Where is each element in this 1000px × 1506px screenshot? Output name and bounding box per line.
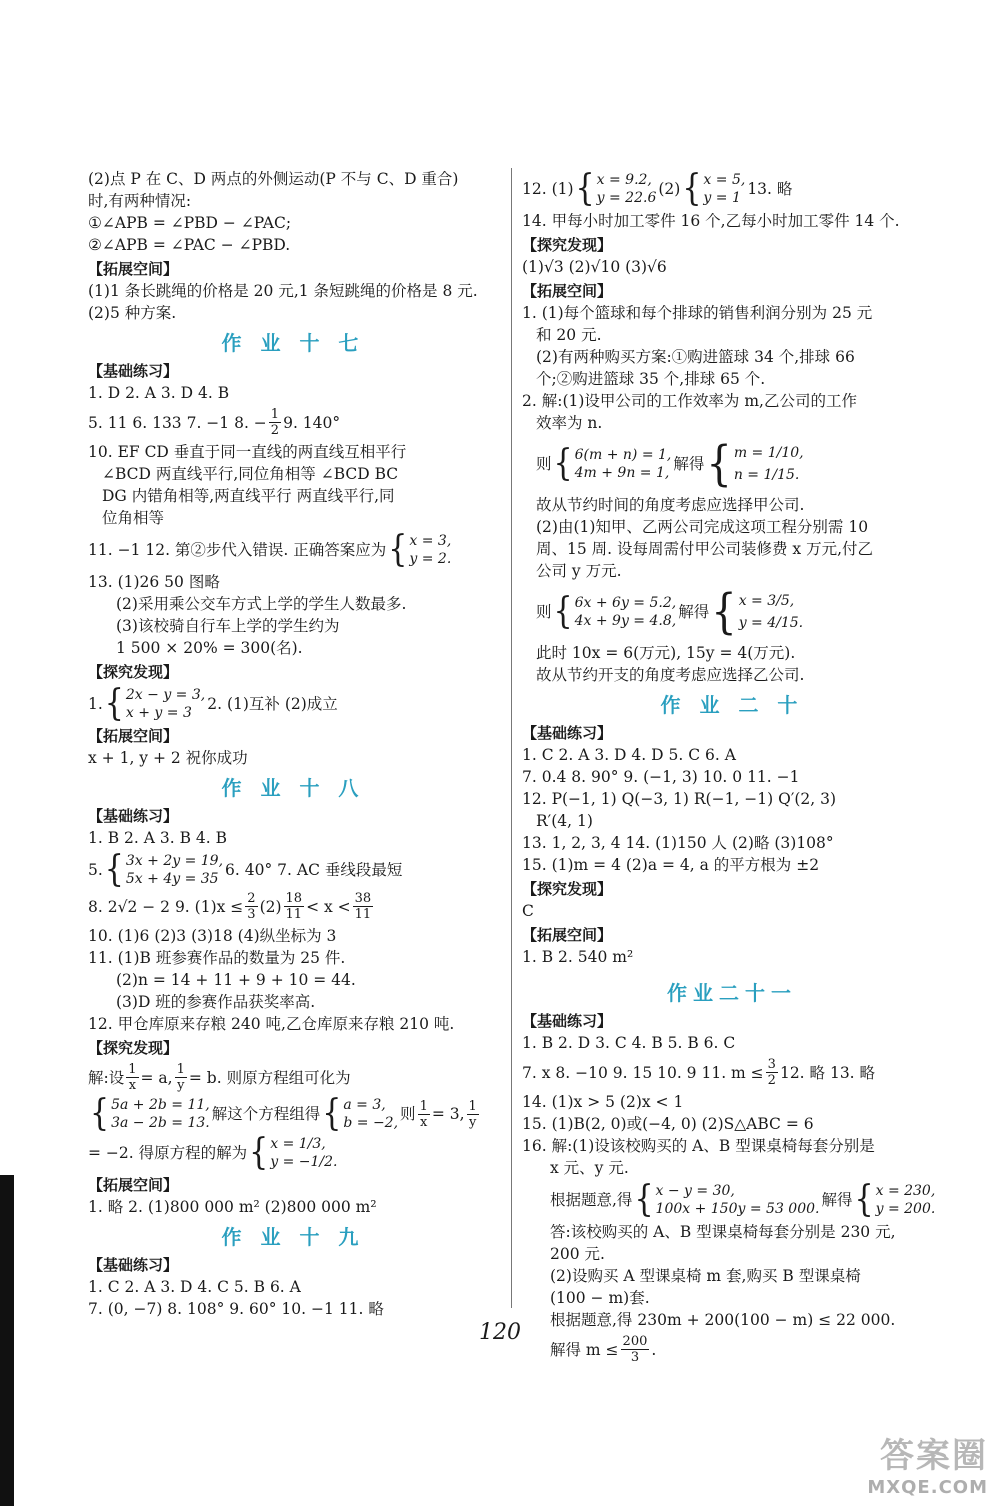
answer-line: 个;②购进篮球 35 个,排球 65 个. <box>536 370 766 388</box>
answer-line: 13. (1)26 50 图略 <box>88 573 220 591</box>
answer-line: 答:该校购买的 A、B 型课桌椅每套分别是 230 元, <box>550 1223 896 1241</box>
answer-line: 1. C 2. A 3. D 4. D 5. C 6. A <box>522 746 736 764</box>
section-heading: 【基础练习】 <box>522 724 613 742</box>
answer-line: 5. { 3x + 2y = 19, 5x + 4y = 35 6. 40° 7. AC 垂线段最短 <box>88 848 403 891</box>
answer-line: 解得 m ≤ $\frac{200}{3}$ . <box>550 1334 657 1365</box>
equation-system: { x = 1/3, y = −1/2. <box>249 1131 338 1174</box>
equation-system: { 2x − y = 3, x + y = 3 <box>104 682 206 725</box>
watermark-logo: 答案圈 <box>880 1436 988 1476</box>
section-heading: 【探究发现】 <box>522 880 613 898</box>
answer-line: (3)D 班的参赛作品获奖率高. <box>116 993 316 1011</box>
watermark-site: MXQE.COM <box>867 1477 988 1498</box>
fraction: $\frac{1}{x}$ <box>419 1098 428 1130</box>
answer-line: 5. 11 6. 133 7. −1 8. − $\frac{1}{2}$ 9. 140° <box>88 407 341 438</box>
answer-line: ∠BCD 两直线平行,同位角相等 ∠BCD BC <box>102 465 399 483</box>
fraction: $\frac{1}{y}$ <box>176 1062 185 1093</box>
answer-line: 13. 1, 2, 3, 4 14. (1)150 人 (2)略 (3)108° <box>522 834 834 852</box>
answer-line: 8. 2√2 − 2 9. (1)x ≤ $\frac{2}{3}$ (2) $\frac{18}{11}$ < x < $\frac{38}{11}$ <box>88 891 372 922</box>
answer-line: 1. C 2. A 3. D 4. C 5. B 6. A <box>88 1278 301 1296</box>
answer-line: 周、15 周. 设每周需付甲公司装修费 x 万元,付乙 <box>536 540 874 558</box>
answer-line: DG 内错角相等,两直线平行 两直线平行,同 <box>102 487 395 505</box>
answer-line: = −2. 得原方程的解为 { x = 1/3, y = −1/2. <box>88 1131 338 1174</box>
section-heading: 【探究发现】 <box>88 663 179 681</box>
homework-title-18: 作 业 十 八 <box>221 776 365 800</box>
fraction: $\frac{1}{2}$ <box>270 407 280 438</box>
answer-line: x + 1, y + 2 祝你成功 <box>88 749 248 767</box>
answer-line: 14. 甲每小时加工零件 16 个,乙每小时加工零件 14 个. <box>522 212 900 230</box>
fraction: $\frac{1}{x}$ <box>128 1062 137 1093</box>
answer-line: (2)采用乘公交车方式上学的学生人数最多. <box>116 595 407 613</box>
equation-system: { 6x + 6y = 5.2, 4x + 9y = 4.8, <box>553 590 677 633</box>
answer-line: (3)该校骑自行车上学的学生约为 <box>116 617 340 635</box>
fraction: $\frac{1}{y}$ <box>468 1098 477 1130</box>
answer-line: { 5a + 2b = 11, 3a − 2b = 13. 解这个方程组得 { a = 3, b = −2, 则 $\frac{1}{x}$ = 3, $\frac{1}{y}$ <box>90 1092 477 1135</box>
watermark <box>867 1428 988 1498</box>
section-heading: 【拓展空间】 <box>88 260 179 278</box>
answer-line: 和 20 元. <box>536 326 602 344</box>
fraction: $\frac{38}{11}$ <box>354 891 372 922</box>
answer-line: 故从节约时间的角度考虑应选择甲公司. <box>536 496 805 514</box>
answer-line: 1. 略 2. (1)800 000 m² (2)800 000 m² <box>88 1198 377 1216</box>
section-heading: 【拓展空间】 <box>522 282 613 300</box>
section-heading: 【基础练习】 <box>88 362 179 380</box>
answer-line: 15. (1)m = 4 (2)a = 4, a 的平方根为 ±2 <box>522 856 820 874</box>
answer-line: (1)1 条长跳绳的价格是 20 元,1 条短跳绳的价格是 8 元. <box>88 282 478 300</box>
page-number: 120 <box>479 1320 521 1345</box>
equation-system: { x = 5, y = 1 <box>682 167 746 210</box>
answer-line: 12. 甲仓库原来存粮 240 吨,乙仓库原来存粮 210 吨. <box>88 1015 455 1033</box>
section-heading: 【基础练习】 <box>88 1256 179 1274</box>
answer-line: 1. (1)每个篮球和每个排球的销售利润分别为 25 元 <box>522 304 873 322</box>
answer-line: (2)设购买 A 型课桌椅 m 套,购买 B 型课桌椅 <box>550 1267 861 1285</box>
answer-line: 12. P(−1, 1) Q(−3, 1) R(−1, −1) Q′(2, 3) <box>522 790 837 808</box>
equation-system: { x = 9.2, y = 22.6 <box>575 167 657 210</box>
answer-line: ②∠APB = ∠PAC − ∠PBD. <box>88 236 291 254</box>
answer-line: 公司 y 万元. <box>536 562 622 580</box>
left-column <box>88 168 498 1320</box>
answer-line: 故从节约开支的角度考虑应选择乙公司. <box>536 666 805 684</box>
column-divider <box>511 168 512 1308</box>
book-spine-shadow <box>0 1175 14 1506</box>
section-heading: 【探究发现】 <box>88 1039 179 1057</box>
fraction: $\frac{18}{11}$ <box>285 891 303 922</box>
equation-system: { x − y = 30, 100x + 150y = 53 000. <box>634 1178 820 1221</box>
answer-line: 12. (1) { x = 9.2, y = 22.6 (2) { x = 5, y = 1 13. 略 <box>522 167 793 210</box>
answer-line: 15. (1)B(2, 0)或(−4, 0) (2)S△ABC = 6 <box>522 1115 814 1133</box>
answer-line: 7. (0, −7) 8. 108° 9. 60° 10. −1 11. 略 <box>88 1300 384 1318</box>
section-heading: 【拓展空间】 <box>88 727 179 745</box>
answer-line: 7. 0.4 8. 90° 9. (−1, 3) 10. 0 11. −1 <box>522 768 800 786</box>
answer-line: 时,有两种情况: <box>88 192 192 210</box>
homework-title-17: 作 业 十 七 <box>221 331 365 355</box>
right-column <box>522 168 942 1368</box>
answer-line: (1)√3 (2)√10 (3)√6 <box>522 258 667 276</box>
answer-line: 1. D 2. A 3. D 4. B <box>88 384 230 402</box>
fraction: $\frac{200}{3}$ <box>622 1334 648 1365</box>
answer-line: (2)n = 14 + 11 + 9 + 10 = 44. <box>116 971 356 989</box>
answer-line: R′(4, 1) <box>536 812 593 830</box>
section-heading: 【基础练习】 <box>522 1012 613 1030</box>
equation-system: { 6(m + n) = 1, 4m + 9n = 1, <box>553 442 672 485</box>
equation-system: { x = 3, y = 2. <box>388 528 452 571</box>
answer-line: 1. B 2. 540 m² <box>522 948 634 966</box>
section-heading: 【探究发现】 <box>522 236 613 254</box>
answer-line: 解:设 $\frac{1}{x}$ = a, $\frac{1}{y}$ = b. 则原方程组可化为 <box>88 1062 351 1093</box>
answer-line: 1. { 2x − y = 3, x + y = 3 2. (1)互补 (2)成立 <box>88 682 338 725</box>
equation-system: { 5a + 2b = 11, 3a − 2b = 13. <box>90 1092 210 1135</box>
answer-line: 14. (1)x > 5 (2)x < 1 <box>522 1093 684 1111</box>
answer-line: (2)5 种方案. <box>88 304 177 322</box>
answer-line: x 元、y 元. <box>550 1159 629 1177</box>
answer-line: 1. B 2. A 3. B 4. B <box>88 829 228 847</box>
section-heading: 【拓展空间】 <box>522 926 613 944</box>
answer-line: 根据题意,得 { x − y = 30, 100x + 150y = 53 000. 解得 { x = 230, y = 200. <box>550 1178 936 1221</box>
equation-system: { 3x + 2y = 19, 5x + 4y = 35 <box>104 848 224 891</box>
answer-line: 根据题意,得 230m + 200(100 − m) ≤ 22 000. <box>550 1311 896 1329</box>
answer-line: ①∠APB = ∠PBD − ∠PAC; <box>88 214 292 232</box>
answer-line: 16. 解:(1)设该校购买的 A、B 型课桌椅每套分别是 <box>522 1137 875 1155</box>
equation-system: { a = 3, b = −2, <box>322 1092 399 1135</box>
answer-line: (2)有两种购买方案:①购进篮球 34 个,排球 66 <box>536 348 855 366</box>
answer-line: (2)由(1)知甲、乙两公司完成这项工程分别需 10 <box>536 518 869 536</box>
fraction: $\frac{3}{2}$ <box>767 1057 776 1088</box>
answer-line: (2)点 P 在 C、D 两点的外侧运动(P 不与 C、D 重合) <box>88 170 459 188</box>
answer-line: 10. EF CD 垂直于同一直线的两直线互相平行 <box>88 443 407 461</box>
fraction: $\frac{2}{3}$ <box>247 891 256 922</box>
answer-line: 则 { 6(m + n) = 1, 4m + 9n = 1, 解得 { m = 1/10, n = 1/15. <box>536 436 804 492</box>
answer-line: 位角相等 <box>102 509 165 527</box>
answer-line: 1. B 2. D 3. C 4. B 5. B 6. C <box>522 1034 736 1052</box>
homework-title-19: 作 业 十 九 <box>221 1225 365 1249</box>
answer-line: 1 500 × 20% = 300(名). <box>116 639 303 657</box>
equation-system: { x = 3/5, y = 4/15. <box>711 584 804 640</box>
answer-line: 200 元. <box>550 1245 605 1263</box>
answer-line: 则 { 6x + 6y = 5.2, 4x + 9y = 4.8, 解得 { x = 3/5, y = 4/15. <box>536 584 804 640</box>
answer-line: 10. (1)6 (2)3 (3)18 (4)纵坐标为 3 <box>88 927 337 945</box>
answer-line: 11. −1 12. 第②步代入错误. 正确答案应为 { x = 3, y = 2. <box>88 528 452 571</box>
answer-line: 11. (1)B 班参赛作品的数量为 25 件. <box>88 949 346 967</box>
answer-line: 2. 解:(1)设甲公司的工作效率为 m,乙公司的工作 <box>522 392 857 410</box>
answer-line: 7. x 8. −10 9. 15 10. 9 11. m ≤ $\frac{3}{2}$ 12. 略 13. 略 <box>522 1057 876 1088</box>
equation-system: { x = 230, y = 200. <box>854 1178 936 1221</box>
homework-title-20: 作 业 二 十 <box>660 693 804 717</box>
section-heading: 【拓展空间】 <box>88 1176 179 1194</box>
homework-title-21: 作业二十一 <box>667 981 797 1005</box>
answer-line: C <box>522 902 534 920</box>
answer-line: 效率为 n. <box>536 414 603 432</box>
answer-line: (100 − m)套. <box>550 1289 650 1307</box>
equation-system: { m = 1/10, n = 1/15. <box>706 436 804 492</box>
answer-line: 此时 10x = 6(万元), 15y = 4(万元). <box>536 644 796 662</box>
section-heading: 【基础练习】 <box>88 807 179 825</box>
